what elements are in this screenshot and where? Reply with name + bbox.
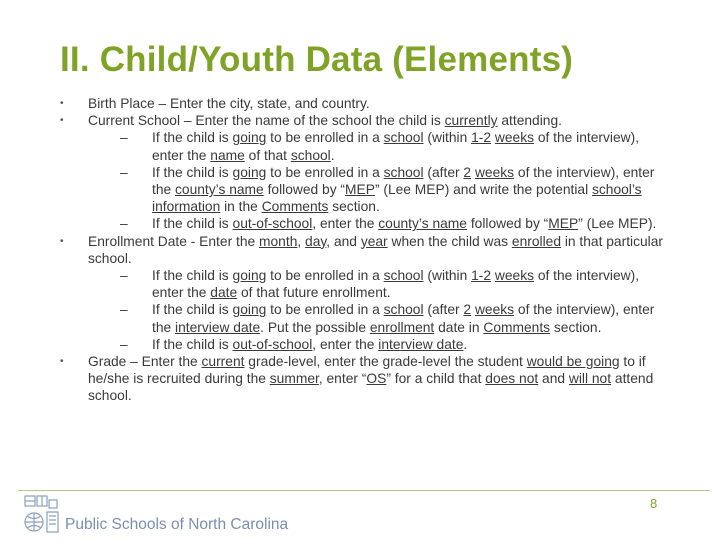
- underlined-term: weeks: [494, 268, 534, 284]
- dash-marker: –: [120, 164, 128, 180]
- text-segment: (after: [423, 302, 464, 318]
- underlined-term: month: [259, 233, 298, 249]
- underlined-term: weeks: [494, 130, 534, 146]
- underlined-term: does not: [485, 371, 539, 387]
- text-segment: to be enrolled in a: [266, 164, 384, 180]
- text-segment: date in: [434, 319, 484, 335]
- underlined-term: county’s name: [378, 216, 467, 232]
- underlined-term: weeks: [474, 302, 515, 318]
- text-segment: grade-level, enter the grade-level the student: [244, 354, 527, 370]
- slide-body: [60, 95, 665, 405]
- slide-title: II. Child/Youth Data (Elements): [60, 40, 574, 79]
- underlined-term: school: [383, 302, 424, 318]
- underlined-term: name: [210, 147, 245, 163]
- underlined-term: currently: [444, 113, 498, 129]
- underlined-term: school: [383, 130, 424, 146]
- text-segment: attend school.: [88, 371, 654, 404]
- footer-divider: [18, 490, 710, 491]
- text-segment: If the child is: [152, 336, 233, 352]
- dash-marker: –: [120, 336, 128, 352]
- text-segment: ” for a child that: [386, 371, 486, 387]
- underlined-term: out-of-school: [232, 336, 313, 352]
- text-segment: to be enrolled in a: [266, 302, 384, 318]
- underlined-term: 1-2: [471, 130, 492, 146]
- underlined-term: Comments: [483, 319, 551, 335]
- underlined-term: year: [360, 233, 388, 249]
- bullet-current-school: [60, 112, 665, 129]
- underlined-term: Comments: [261, 199, 329, 215]
- bullet-birth-place: [60, 95, 665, 112]
- underlined-term: MEP: [345, 182, 375, 198]
- underlined-term: MEP: [548, 216, 579, 232]
- text-segment: ” (Lee MEP).: [578, 216, 657, 232]
- text-segment: followed by “: [263, 182, 346, 198]
- text-segment: of the interview), enter the: [152, 268, 640, 301]
- text-segment: (after: [423, 164, 464, 180]
- dash-marker: –: [120, 130, 128, 146]
- sub-bullet-out-of-school: [118, 336, 665, 353]
- text-segment: , enter the: [312, 216, 379, 232]
- underlined-term: day: [305, 233, 327, 249]
- underlined-term: going: [232, 130, 267, 146]
- text-segment: of the interview), enter the: [152, 302, 655, 335]
- text-segment: of that future enrollment.: [237, 285, 391, 301]
- text-segment: .: [330, 147, 335, 163]
- dash-marker: –: [120, 216, 128, 232]
- underlined-term: weeks: [474, 164, 515, 180]
- text-segment: If the child is: [152, 268, 233, 284]
- text-segment: .: [463, 336, 468, 352]
- text-segment: (within: [423, 268, 472, 284]
- underlined-term: school: [383, 164, 424, 180]
- underlined-term: enrolled: [511, 233, 561, 249]
- underlined-term: school: [290, 147, 331, 163]
- text-segment: , enter the: [312, 336, 379, 352]
- bullet-marker: •: [60, 356, 64, 368]
- page-number: 8: [650, 496, 658, 511]
- text-segment: in the: [220, 199, 262, 215]
- text-segment: If the child is: [152, 302, 233, 318]
- text-segment: Enrollment Date - Enter the: [88, 233, 260, 249]
- text-segment: section.: [550, 319, 602, 335]
- underlined-term: going: [232, 268, 267, 284]
- underlined-term: interview date: [175, 319, 261, 335]
- underlined-term: out-of-school: [232, 216, 313, 232]
- text-segment: section.: [328, 199, 380, 215]
- sub-bullet-within-weeks: [118, 267, 665, 301]
- underlined-term: enrollment: [369, 319, 435, 335]
- text-segment: ” (Lee MEP) and write the potential: [374, 182, 592, 198]
- text-segment: to if he/she is recruited during the: [88, 354, 646, 387]
- underlined-term: OS: [366, 371, 387, 387]
- dash-marker: –: [120, 268, 128, 284]
- text-segment: If the child is: [152, 130, 233, 146]
- text-segment: If the child is: [152, 216, 233, 232]
- underlined-term: 1-2: [471, 268, 492, 284]
- underlined-term: 2: [463, 302, 472, 318]
- bullet-marker: •: [60, 115, 64, 127]
- underlined-term: current: [201, 354, 245, 370]
- text-segment: . Put the possible: [260, 319, 370, 335]
- underlined-term: school: [383, 268, 424, 284]
- text-segment: followed by “: [466, 216, 549, 232]
- sub-bullet-out-of-school: [118, 215, 665, 232]
- text-segment: If the child is: [152, 164, 233, 180]
- text-segment: to be enrolled in a: [266, 130, 384, 146]
- bullet-marker: •: [60, 235, 64, 247]
- underlined-term: date: [210, 285, 238, 301]
- text-segment: of that: [244, 147, 291, 163]
- text-segment: in that particular school.: [88, 233, 663, 266]
- bullet-grade: [60, 353, 665, 405]
- underlined-term: going: [232, 302, 267, 318]
- text-segment: when the child was: [387, 233, 512, 249]
- underlined-term: will not: [568, 371, 612, 387]
- text-segment: Birth Place – Enter the city, state, and country.: [88, 96, 370, 111]
- sub-bullet-within-weeks: [118, 129, 665, 163]
- bullet-enrollment-date: [60, 233, 665, 267]
- text-segment: , and: [326, 233, 361, 249]
- underlined-term: interview date: [378, 336, 464, 352]
- text-segment: , enter “: [318, 371, 367, 387]
- text-segment: ,: [297, 233, 306, 249]
- text-segment: Current School – Enter the name of the school the child is: [88, 113, 445, 129]
- text-segment: of the interview), enter the: [152, 164, 655, 198]
- underlined-term: summer: [269, 371, 319, 387]
- text-segment: (within: [423, 130, 472, 146]
- text-segment: to be enrolled in a: [266, 268, 384, 284]
- underlined-term: would be going: [526, 354, 620, 370]
- text-segment: Grade – Enter the: [88, 354, 202, 370]
- underlined-term: school’s information: [152, 182, 642, 215]
- underlined-term: county’s name: [175, 182, 264, 198]
- sub-bullet-after-weeks: [118, 164, 665, 216]
- underlined-term: going: [232, 164, 267, 180]
- text-segment: and: [538, 371, 569, 387]
- footer-org-name: Public Schools of North Carolina: [65, 516, 289, 533]
- school-logo-icon: [22, 494, 62, 541]
- underlined-term: 2: [463, 164, 472, 180]
- bullet-marker: •: [60, 98, 64, 109]
- dash-marker: –: [120, 302, 128, 318]
- text-segment: attending.: [497, 113, 562, 129]
- text-segment: of the interview), enter the: [152, 130, 640, 163]
- sub-bullet-after-weeks: [118, 301, 665, 335]
